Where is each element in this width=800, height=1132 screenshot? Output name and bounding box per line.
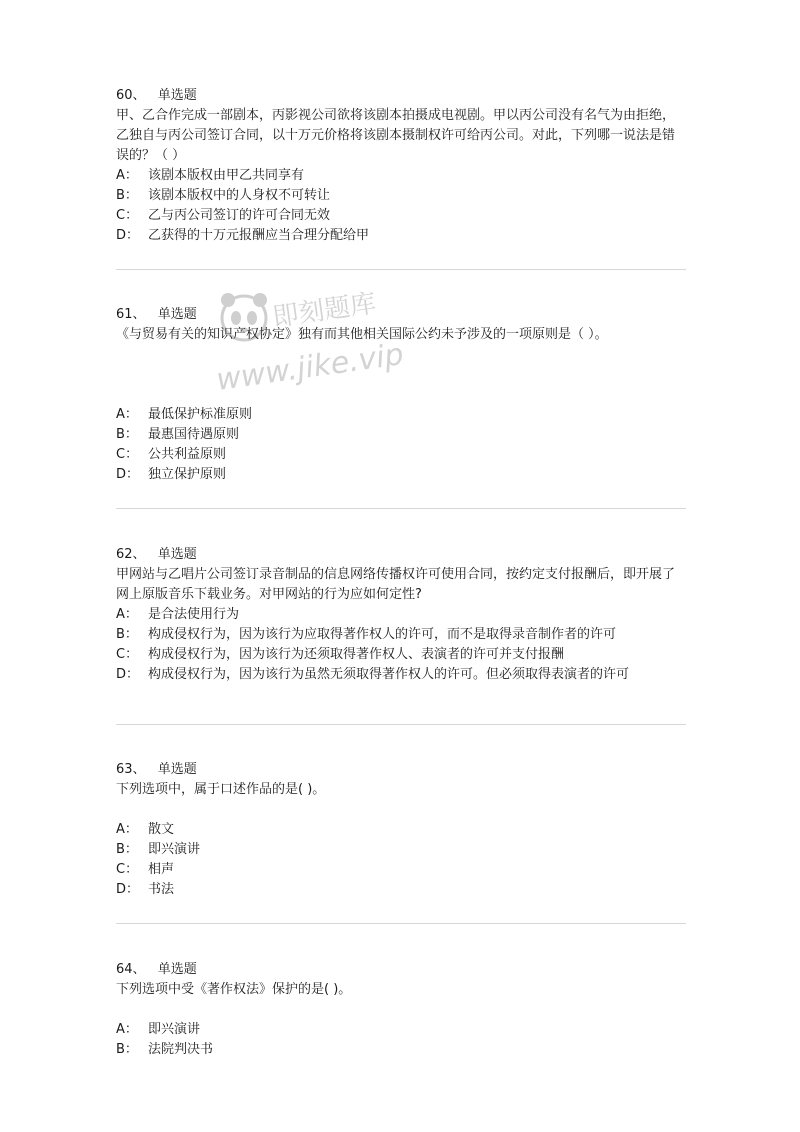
option-a[interactable]	[116, 405, 686, 425]
option-letter: A：	[116, 822, 138, 837]
option-letter: C：	[116, 647, 139, 662]
option-b[interactable]	[116, 625, 686, 645]
option-letter: D：	[116, 667, 140, 682]
option-letter: A：	[116, 1022, 138, 1037]
option-c[interactable]	[116, 445, 686, 465]
option-text: 散文	[148, 822, 175, 837]
question-header	[116, 960, 686, 980]
option-text: 公共利益原则	[148, 447, 227, 462]
option-text: 即兴演讲	[148, 1022, 201, 1037]
question-63	[116, 760, 686, 900]
question-number: 61、	[116, 307, 146, 322]
option-letter: B：	[116, 1042, 138, 1057]
question-stem: 《与贸易有关的知识产权协定》独有而其他相关国际公约未予涉及的一项原则是（ ）。	[116, 327, 608, 342]
question-62	[116, 545, 686, 685]
question-type: 单选题	[157, 962, 197, 977]
option-letter: A：	[116, 168, 138, 183]
question-header	[116, 545, 686, 565]
question-number: 64、	[116, 962, 146, 977]
option-text: 该剧本版权中的人身权不可转让	[148, 188, 331, 203]
question-number: 62、	[116, 547, 146, 562]
question-stem: 下列选项中受《著作权法》保护的是( )。	[116, 982, 352, 997]
question-61	[116, 305, 686, 485]
option-d[interactable]	[116, 226, 686, 246]
option-letter: B：	[116, 427, 138, 442]
option-letter: A：	[116, 407, 138, 422]
option-list	[116, 1020, 686, 1060]
question-number: 60、	[116, 88, 146, 103]
question-header	[116, 305, 686, 325]
option-text: 构成侵权行为，因为该行为应取得著作权人的许可，而不是取得录音制作者的许可	[148, 627, 617, 642]
option-text: 书法	[148, 882, 175, 897]
option-list	[116, 405, 686, 485]
option-letter: B：	[116, 627, 138, 642]
option-text: 最惠国待遇原则	[148, 427, 240, 442]
question-60	[116, 86, 686, 246]
question-stem: 下列选项中，属于口述作品的是( )。	[116, 782, 326, 797]
option-b[interactable]	[116, 186, 686, 206]
watermark-url: www.jike.vip	[214, 337, 406, 398]
option-letter: C：	[116, 447, 139, 462]
option-list	[116, 820, 686, 900]
option-list	[116, 166, 686, 246]
option-text: 该剧本版权由甲乙共同享有	[148, 168, 305, 183]
option-d[interactable]	[116, 880, 686, 900]
question-type: 单选题	[157, 307, 197, 322]
question-header	[116, 86, 686, 106]
option-letter: A：	[116, 607, 138, 622]
question-type: 单选题	[157, 762, 197, 777]
option-text: 乙与丙公司签订的许可合同无效	[148, 208, 331, 223]
question-stem: 甲网站与乙唱片公司签订录音制品的信息网络传播权许可使用合同，按约定支付报酬后，即开展了网上原版音乐下载业务。对甲网站的行为应如何定性?	[116, 567, 676, 602]
option-letter: C：	[116, 208, 139, 223]
option-letter: D：	[116, 467, 140, 482]
question-type: 单选题	[157, 88, 197, 103]
option-a[interactable]	[116, 166, 686, 186]
option-text: 即兴演讲	[148, 842, 201, 857]
option-letter: D：	[116, 882, 140, 897]
divider	[116, 508, 686, 509]
option-a[interactable]	[116, 605, 686, 625]
option-text: 构成侵权行为，因为该行为虽然无须取得著作权人的许可。但必须取得表演者的许可	[148, 667, 630, 682]
option-b[interactable]	[116, 840, 686, 860]
option-text: 构成侵权行为，因为该行为还须取得著作权人、表演者的许可并支付报酬	[148, 647, 565, 662]
question-type: 单选题	[157, 547, 197, 562]
option-text: 独立保护原则	[148, 467, 227, 482]
watermark-brand: 即刻题库	[270, 288, 378, 333]
question-header	[116, 760, 686, 780]
option-list	[116, 605, 686, 685]
option-text: 法院判决书	[148, 1042, 214, 1057]
question-number: 63、	[116, 762, 146, 777]
question-stem: 甲、乙合作完成一部剧本，丙影视公司欲将该剧本拍摄成电视剧。甲以丙公司没有名气为由拒绝，乙独自与丙公司签订合同，以十万元价格将该剧本摄制权许可给丙公司。对此，下列哪一说法是错误的？（ ）	[116, 108, 676, 163]
option-letter: B：	[116, 842, 138, 857]
option-c[interactable]	[116, 860, 686, 880]
option-a[interactable]	[116, 1020, 686, 1040]
option-letter: C：	[116, 862, 139, 877]
option-letter: D：	[116, 228, 140, 243]
option-c[interactable]	[116, 645, 686, 665]
option-b[interactable]	[116, 1040, 686, 1060]
option-text: 最低保护标准原则	[148, 407, 253, 422]
option-text: 是合法使用行为	[148, 607, 240, 622]
question-64	[116, 960, 686, 1060]
divider	[116, 724, 686, 725]
divider	[116, 269, 686, 270]
option-text: 相声	[148, 862, 175, 877]
divider	[116, 923, 686, 924]
option-d[interactable]	[116, 465, 686, 485]
option-letter: B：	[116, 188, 138, 203]
option-b[interactable]	[116, 425, 686, 445]
option-d[interactable]	[116, 665, 686, 685]
option-text: 乙获得的十万元报酬应当合理分配给甲	[148, 228, 370, 243]
option-a[interactable]	[116, 820, 686, 840]
option-c[interactable]	[116, 206, 686, 226]
